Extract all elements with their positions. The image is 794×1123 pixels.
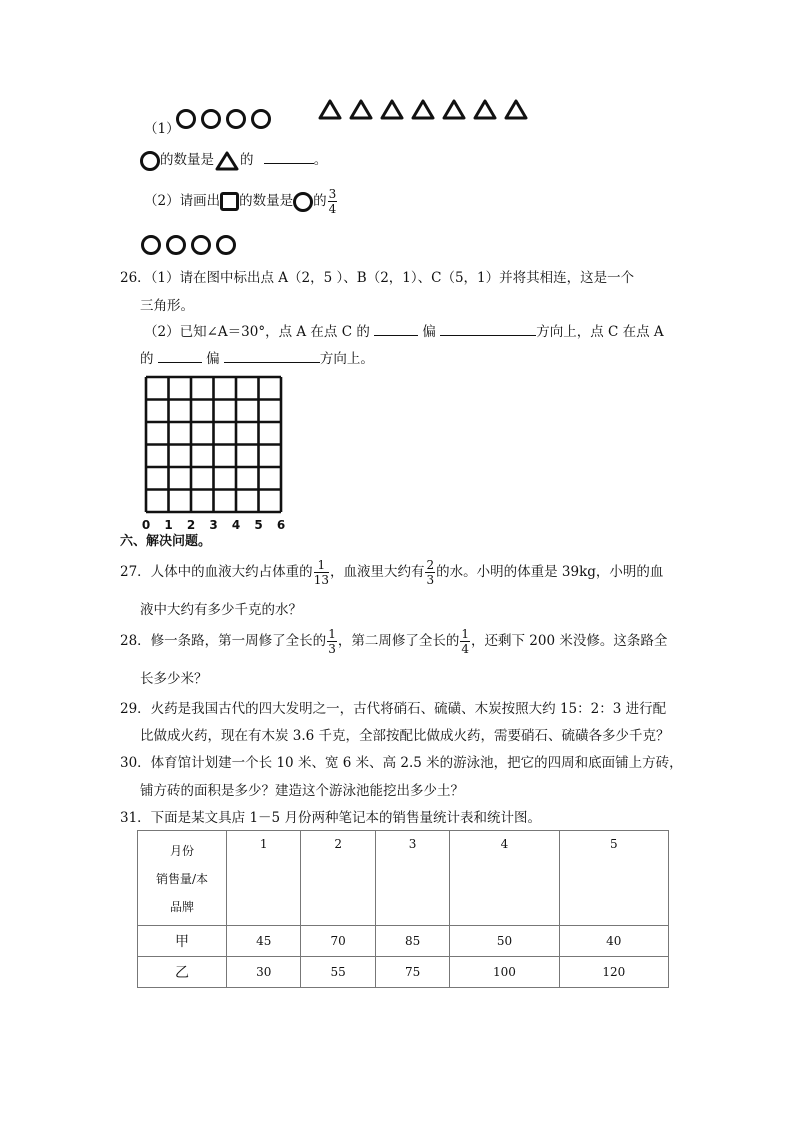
q28-line2: 长多少米？ bbox=[140, 671, 208, 687]
fraction-1-3: $\frac{1}{3}$ bbox=[328, 627, 336, 656]
q25-part2-label: （2）请画出 bbox=[144, 193, 221, 209]
answer-blank[interactable] bbox=[374, 323, 418, 336]
table-cell: 30 bbox=[227, 957, 301, 988]
table-cell: 75 bbox=[375, 957, 449, 988]
answer-blank[interactable] bbox=[264, 151, 314, 164]
axis-tick-label: 5 bbox=[254, 518, 263, 532]
brand-cell: 甲 bbox=[138, 926, 227, 957]
table-header-month: 2 bbox=[301, 831, 375, 926]
q28-text: 28．修一条路，第一周修了全长的 bbox=[120, 633, 327, 649]
q26-line3 bbox=[144, 320, 664, 340]
circle-shape-icon bbox=[176, 109, 196, 129]
table-cell: 70 bbox=[301, 926, 375, 957]
brand-cell: 乙 bbox=[138, 957, 227, 988]
q26-text: 方向上，点 C 在点 A bbox=[536, 324, 664, 340]
triangle-shape-icon bbox=[214, 150, 240, 172]
fraction-2-3: $\frac{2}{3}$ bbox=[426, 558, 435, 587]
table-cell: 100 bbox=[450, 957, 559, 988]
q30-line2: 铺方砖的面积是多少？建造这个游泳池能挖出多少土？ bbox=[140, 783, 464, 799]
circle-shape-icon bbox=[293, 192, 313, 212]
circle-shape-icon bbox=[141, 235, 161, 255]
axis-tick-label: 4 bbox=[231, 518, 241, 532]
q27-line2: 液中大约有多少千克的水？ bbox=[140, 602, 302, 618]
q27-text: 的水。小明的体重是 39kg，小明的血 bbox=[436, 564, 664, 580]
fraction-3-4: $\frac{3}{4}$ bbox=[328, 187, 337, 216]
q27-text: 27．人体中的血液大约占体重的 bbox=[120, 564, 313, 580]
q27-line1 bbox=[120, 559, 663, 586]
table-row bbox=[138, 926, 669, 957]
axis-tick-label: 1 bbox=[164, 518, 173, 532]
q28-text: ，还剩下 200 米没修。这条路全 bbox=[470, 633, 668, 649]
table-cell: 120 bbox=[559, 957, 668, 988]
q25-circles-row bbox=[176, 108, 271, 129]
q29-line1: 29．火药是我国古代的四大发明之一，古代将硝石、硫磺、木炭按照大约 15：2：3 进行配 bbox=[120, 701, 667, 717]
q25-triangles-row bbox=[316, 98, 532, 122]
circle-shape-icon bbox=[191, 235, 211, 255]
q25-text: 的数量是 bbox=[239, 193, 294, 209]
table-header-month: 3 bbox=[375, 831, 449, 926]
triangle-shape-icon bbox=[444, 101, 464, 118]
triangle-shape-icon bbox=[506, 101, 526, 118]
header-month: 月份 bbox=[169, 844, 194, 858]
q26-text: 偏 bbox=[206, 351, 220, 367]
triangle-shape-icon bbox=[413, 101, 433, 118]
table-header-month: 1 bbox=[227, 831, 301, 926]
axis-tick-label: 0 bbox=[141, 518, 151, 532]
circle-shape-icon bbox=[251, 109, 271, 129]
circle-shape-icon bbox=[166, 235, 186, 255]
q25-circles-row-2 bbox=[141, 234, 236, 255]
q29-line2: 比做成火药，现在有木炭 3.6 千克，全部按配比做成火药，需要硝石、硫磺各多少千克？ bbox=[140, 728, 670, 744]
axis-tick-label: 3 bbox=[209, 518, 218, 532]
circle-shape-icon bbox=[140, 151, 160, 171]
sales-table bbox=[137, 830, 669, 988]
triangle-shape-icon bbox=[320, 101, 340, 118]
axis-tick-label: 2 bbox=[186, 518, 196, 532]
answer-blank[interactable] bbox=[224, 350, 320, 363]
q27-text: ，血液里大约有 bbox=[329, 564, 425, 580]
table-header-cell bbox=[138, 831, 227, 926]
q25-part1-label: （1） bbox=[144, 121, 180, 137]
table-cell: 45 bbox=[227, 926, 301, 957]
triangle-shape-icon bbox=[382, 101, 402, 118]
q26-line4 bbox=[140, 347, 374, 367]
section-title: 六、解决问题。 bbox=[120, 534, 212, 549]
q28-line1 bbox=[120, 628, 667, 655]
q26-text: （2）已知∠A＝30°，点 A 在点 C 的 bbox=[144, 324, 370, 340]
coordinate-grid[interactable] bbox=[140, 372, 288, 532]
table-row bbox=[138, 831, 669, 926]
triangle-shape-icon bbox=[475, 101, 495, 118]
table-row bbox=[138, 957, 669, 988]
q25-text: 的数量是 bbox=[160, 152, 214, 168]
header-brand: 品牌 bbox=[169, 900, 194, 914]
q26-text: 方向上。 bbox=[319, 351, 374, 367]
circle-shape-icon bbox=[216, 235, 236, 255]
table-header-month: 5 bbox=[559, 831, 668, 926]
q26-text: 偏 bbox=[422, 324, 436, 340]
answer-blank[interactable] bbox=[440, 323, 536, 336]
table-cell: 85 bbox=[375, 926, 449, 957]
q25-text: 的 bbox=[313, 193, 327, 209]
header-sales: 销售量/本 bbox=[155, 872, 209, 886]
q30-line1: 30．体育馆计划建一个长 10 米、宽 6 米、高 2.5 米的游泳池，把它的四周和底面铺上方砖， bbox=[120, 755, 683, 771]
table-header-month: 4 bbox=[450, 831, 559, 926]
q31-line1: 31．下面是某文具店 1－5 月份两种笔记本的销售量统计表和统计图。 bbox=[120, 810, 541, 826]
q28-text: ，第二周修了全长的 bbox=[337, 633, 460, 649]
q26-line2: 三角形。 bbox=[140, 298, 194, 314]
table-cell: 40 bbox=[559, 926, 668, 957]
triangle-shape-icon bbox=[351, 101, 371, 118]
q25-line1 bbox=[140, 148, 327, 172]
q25-line2 bbox=[144, 188, 338, 215]
axis-tick-label: 6 bbox=[276, 518, 286, 532]
q26-text: 的 bbox=[140, 351, 154, 367]
fraction-1-13: $\frac{1}{13}$ bbox=[313, 558, 329, 587]
circle-shape-icon bbox=[226, 109, 246, 129]
q26-line1: 26．（1）请在图中标出点 A（2，5 ）、B（2，1）、C（5，1）并将其相连，这是一个 bbox=[120, 270, 635, 286]
q25-period: 。 bbox=[313, 152, 328, 168]
table-cell: 55 bbox=[301, 957, 375, 988]
table-cell: 50 bbox=[450, 926, 559, 957]
circle-shape-icon bbox=[201, 109, 221, 129]
square-shape-icon bbox=[220, 192, 239, 211]
q25-text: 的 bbox=[240, 152, 254, 168]
answer-blank[interactable] bbox=[158, 350, 202, 363]
fraction-1-4: $\frac{1}{4}$ bbox=[461, 627, 469, 656]
